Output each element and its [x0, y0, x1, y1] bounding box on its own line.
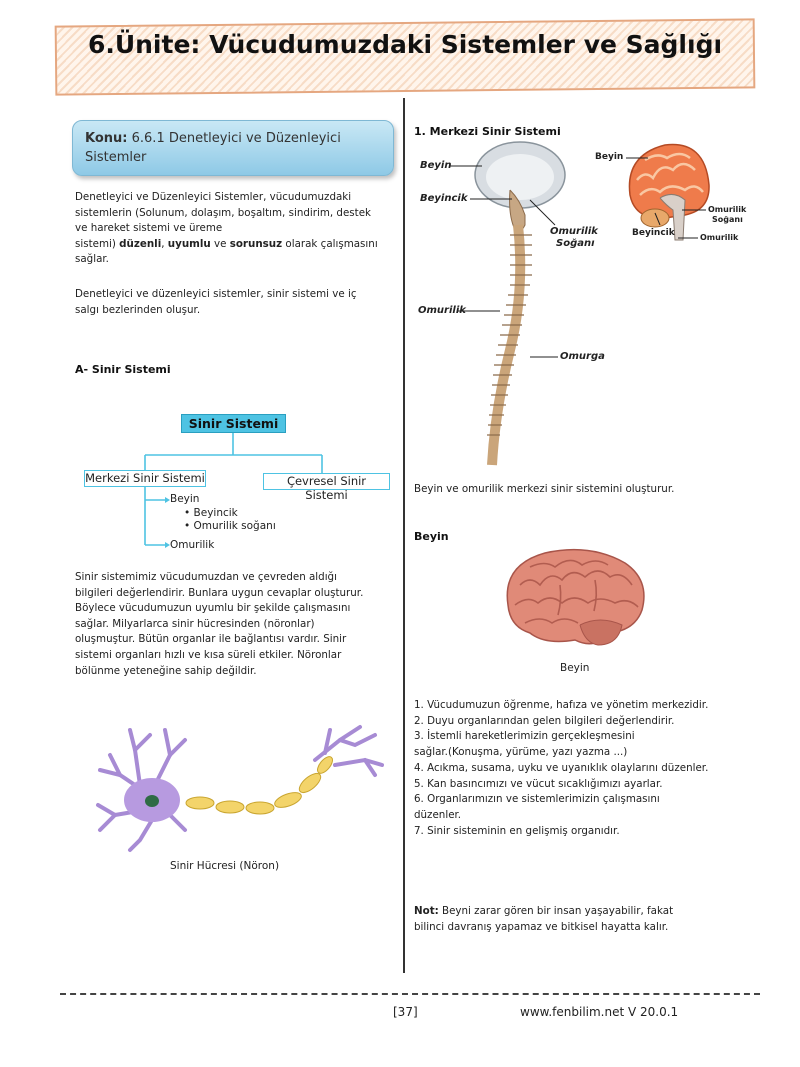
- list-item: 1. Vücudumuzun öğrenme, hafıza ve yönetim merkezidir.: [414, 699, 709, 711]
- section-heading: A- Sinir Sistemi: [75, 363, 171, 376]
- intro-line: ve hareket sistemi ve üreme: [75, 222, 223, 235]
- spine-label-omurga: Omurga: [560, 351, 605, 362]
- cns-heading: 1. Merkezi Sinir Sistemi: [414, 125, 561, 138]
- intro-line: sağlar.: [75, 253, 109, 266]
- page-title: 6.Ünite: Vücudumuzdaki Sistemler ve Sağlığı: [87, 30, 723, 59]
- topic-label: Konu:: [85, 131, 128, 146]
- tree-node-central: Merkezi Sinir Sistemi: [85, 471, 205, 485]
- tree-label-omurilik: Omurilik: [170, 539, 215, 551]
- list-item: düzenler.: [414, 808, 462, 821]
- topic-text: 6.6.1 Denetleyici ve Düzenleyici Sistemler: [85, 131, 341, 165]
- brain-label-sogan-2: Soğanı: [712, 215, 743, 224]
- note-label: Not:: [414, 905, 439, 917]
- intro-line: sistemlerin (Solunum, dolaşım, boşaltım, sindirim, destek: [75, 206, 371, 219]
- intro2-paragraph: Denetleyici ve düzenleyici sistemler, sinir sistemi ve iç salgı bezlerinden oluşur.: [75, 288, 357, 316]
- brain-label-beyincik: Beyincik: [632, 228, 675, 238]
- tree-root-node: Sinir Sistemi: [181, 414, 286, 433]
- list-item: 3. İstemli hareketlerimizin gerçekleşmesini: [414, 730, 635, 743]
- brain-facts-list: [414, 698, 744, 839]
- intro-line: sistemi) düzenli, uyumlu ve sorunsuz olarak çalışmasını: [75, 237, 378, 250]
- spine-label-beyincik: Beyincik: [420, 193, 468, 204]
- brain-caption: Beyin: [560, 662, 590, 674]
- spine-label-beyin: Beyin: [420, 160, 452, 171]
- spine-label-sogani: Soğanı: [556, 238, 595, 249]
- list-item: 4. Acıkma, susama, uyku ve uyanıklık olaylarını düzenler.: [414, 761, 709, 774]
- footer-divider: [60, 993, 760, 995]
- tree-label-beyin: Beyin: [170, 493, 200, 505]
- nervous-system-paragraph: Sinir sistemimiz vücudumuzdan ve çevreden aldığı bilgileri değerlendirir. Bunlara uygun cevaplar oluşturur. Böylece vücudumuzun uyumlu bir şekilde çalışmasını sağlar. Milyarlarca sinir hücresinden (nöronlar) oluşmuştur. Bütün organlar ile bağlantısı vardır. Sinir sistemi organları hızlı ve kısa süreli etkiler. Nöronlar bölünme yeteneğine sahip değildir.: [75, 571, 364, 677]
- note-paragraph: Not: Beyni zarar gören bir insan yaşayabilir, fakat bilinci davranış yapamaz ve bitkisel hayatta kalır.: [414, 905, 674, 933]
- brain-heading: Beyin: [414, 530, 449, 543]
- tree-node-peripheral: Çevresel Sinir Sistemi: [263, 473, 390, 490]
- footer-site: www.fenbilim.net V 20.0.1: [520, 1005, 679, 1019]
- cns-sentence: Beyin ve omurilik merkezi sinir sistemini oluşturur.: [414, 483, 675, 495]
- list-item: 6. Organlarımızın ve sistemlerimizin çalışmasını: [414, 793, 660, 806]
- list-item: sağlar.(Konuşma, yürüme, yazı yazma ...): [414, 746, 628, 759]
- tree-label-omurilik-sogani: • Omurilik soğanı: [184, 520, 276, 532]
- page-number: [37]: [393, 1005, 418, 1019]
- list-item: 7. Sinir sisteminin en gelişmiş organıdır.: [414, 824, 620, 837]
- list-item: 2. Duyu organlarından gelen bilgileri değerlendirir.: [414, 714, 675, 727]
- brain-label-sogan-1: Omurilik: [708, 205, 747, 214]
- tree-label-beyincik: • Beyincik: [184, 507, 238, 519]
- list-item: 5. Kan basıncımızı ve vücut sıcaklığımızı ayarlar.: [414, 777, 663, 790]
- intro-line: Denetleyici ve Düzenleyici Sistemler, vücudumuzdaki: [75, 191, 352, 203]
- brain-label-omurilik: Omurilik: [700, 233, 739, 242]
- spine-label-omurilik: Omurilik: [418, 305, 466, 316]
- spine-label-omurilik-sogani: Omurilik: [550, 226, 598, 237]
- brain-illustration: [500, 545, 650, 655]
- neuron-caption: Sinir Hücresi (Nöron): [170, 860, 280, 872]
- brain-label-beyin: Beyin: [595, 152, 624, 162]
